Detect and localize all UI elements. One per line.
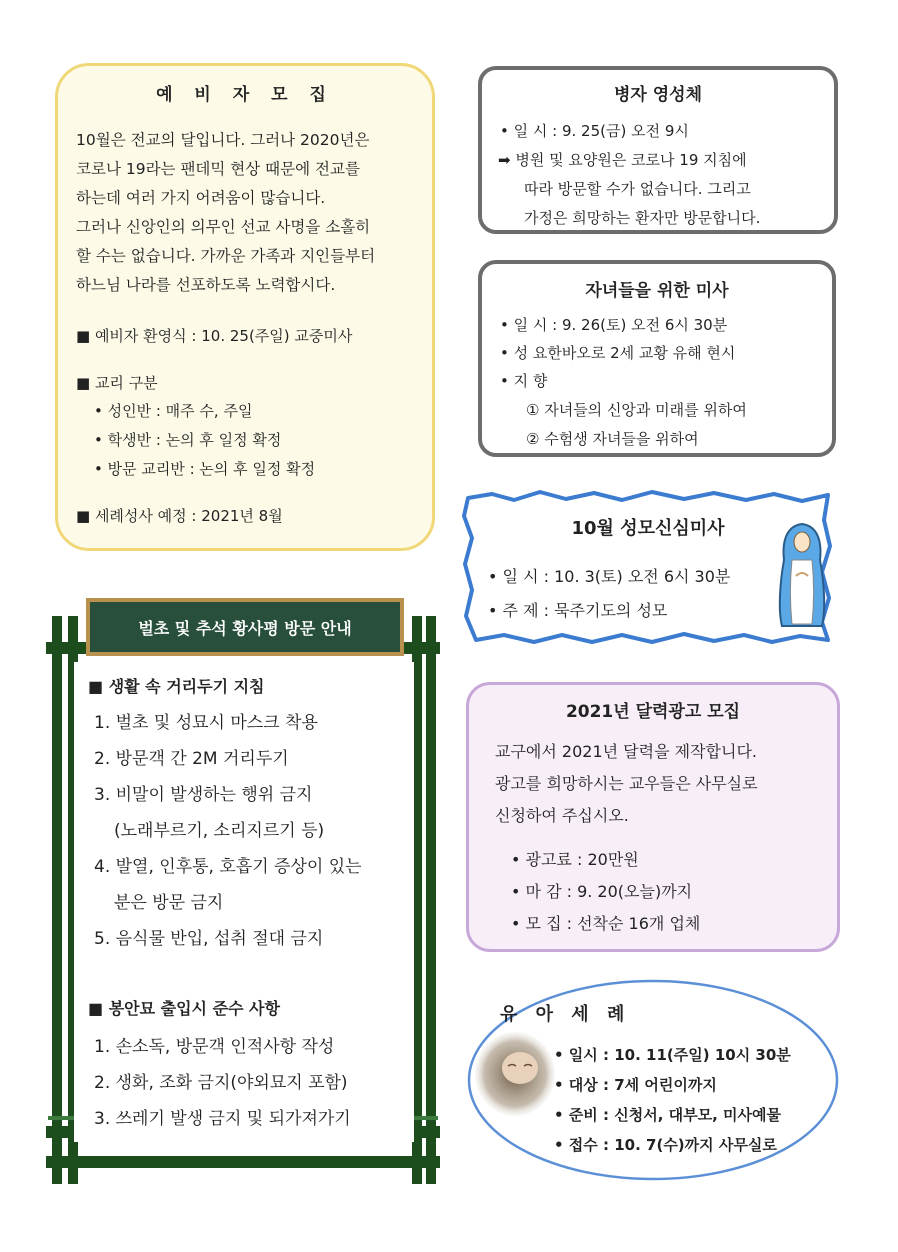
sick-communion-note-3: 가정은 희망하는 환자만 방문합니다. <box>524 209 761 227</box>
frame-bar-right-2 <box>426 616 436 1184</box>
infant-baptism-date: • 일시 : 10. 11(주일) 10시 30분 <box>554 1046 791 1064</box>
baptism-schedule: ■ 세례성사 예정 : 2021년 8월 <box>76 507 283 525</box>
catechumen-line-4: 그러나 신앙인의 의무인 선교 사명을 소홀히 <box>76 218 371 236</box>
calendar-ad-line-2: 광고를 희망하시는 교우들은 사무실로 <box>495 774 758 793</box>
catechumen-line-1: 10월은 전교의 달입니다. 그러나 2020년은 <box>76 131 370 149</box>
infant-baptism-target: • 대상 : 7세 어린이까지 <box>554 1076 717 1094</box>
catechumen-line-5: 할 수는 없습니다. 가까운 가족과 지인들부터 <box>76 247 376 265</box>
class-item-student: • 학생반 : 논의 후 일정 확정 <box>94 431 282 449</box>
ossuary-rule-3: 3. 쓰레기 발생 금지 및 되가져가기 <box>94 1109 351 1129</box>
baby-photo <box>474 1030 556 1118</box>
rosary-mass-title: 10월 성모신심미사 <box>571 518 725 539</box>
distancing-rule-5: 5. 음식물 반입, 섭취 절대 금지 <box>94 929 324 949</box>
children-mass-intent-head: • 지 향 <box>500 372 548 390</box>
calendar-ad-fee: • 광고료 : 20만원 <box>511 850 639 869</box>
classes-heading: ■ 교리 구분 <box>76 374 158 392</box>
rosary-mass-date: • 일 시 : 10. 3(토) 오전 6시 30분 <box>488 567 731 586</box>
cemetery-content <box>74 662 414 1142</box>
class-item-adult: • 성인반 : 매주 수, 주일 <box>94 402 253 420</box>
distancing-heading: ■ 생활 속 거리두기 지침 <box>88 677 265 696</box>
distancing-rule-3: 3. 비말이 발생하는 행위 금지 <box>94 785 313 805</box>
calendar-ad-notice <box>466 682 840 952</box>
class-item-visit: • 방문 교리반 : 논의 후 일정 확정 <box>94 460 316 478</box>
infant-baptism-reception: • 접수 : 10. 7(수)까지 사무실로 <box>554 1136 777 1154</box>
distancing-rule-4-detail: 분은 방문 금지 <box>114 893 224 913</box>
frame-bar-left-1 <box>52 616 62 1184</box>
calendar-ad-deadline: • 마 감 : 9. 20(오늘)까지 <box>511 882 693 901</box>
catechumen-notice <box>55 63 435 551</box>
infant-baptism-notice <box>466 978 840 1182</box>
infant-baptism-prep: • 준비 : 신청서, 대부모, 미사예물 <box>554 1106 781 1124</box>
welcome-ceremony: ■ 예비자 환영식 : 10. 25(주일) 교중미사 <box>76 327 353 345</box>
sick-communion-notice <box>478 66 838 234</box>
catechumen-line-2: 코로나 19라는 팬데믹 현상 때문에 전교를 <box>76 160 360 178</box>
children-mass-intent-1: ① 자녀들의 신앙과 미래를 위하여 <box>526 401 747 419</box>
ossuary-rule-2: 2. 생화, 조화 금지(야외묘지 포함) <box>94 1073 348 1093</box>
chalkboard-header <box>86 598 404 656</box>
children-mass-title: 자녀들을 위한 미사 <box>585 281 729 301</box>
sick-communion-title: 병자 영성체 <box>613 85 703 105</box>
sick-communion-note-1: ➡ 병원 및 요양원은 코로나 19 지침에 <box>498 151 747 169</box>
catechumen-title: 예 비 자 모 집 <box>156 85 334 105</box>
rosary-mass-notice <box>462 490 834 645</box>
distancing-rule-4: 4. 발열, 인후통, 호흡기 증상이 있는 <box>94 857 362 877</box>
cemetery-title: 벌초 및 추석 황사평 방문 안내 <box>138 619 352 638</box>
distancing-rule-3-detail: (노래부르기, 소리지르기 등) <box>114 821 325 841</box>
calendar-ad-line-3: 신청하여 주십시오. <box>495 806 629 825</box>
catechumen-line-3: 하는데 여러 가지 어려움이 많습니다. <box>76 189 326 207</box>
calendar-ad-title: 2021년 달력광고 모집 <box>565 702 741 722</box>
calendar-ad-recruit: • 모 집 : 선착순 16개 업체 <box>511 914 701 933</box>
distancing-rule-2: 2. 방문객 간 2M 거리두기 <box>94 749 289 769</box>
ossuary-rule-1: 1. 손소독, 방문객 인적사항 작성 <box>94 1037 335 1057</box>
ossuary-heading: ■ 봉안묘 출입시 준수 사항 <box>88 999 280 1018</box>
sick-communion-date: • 일 시 : 9. 25(금) 오전 9시 <box>500 122 689 140</box>
sick-communion-note-2: 따라 방문할 수가 없습니다. 그리고 <box>524 180 751 198</box>
infant-baptism-title: 유 아 세 례 <box>500 1004 631 1025</box>
children-mass-date: • 일 시 : 9. 26(토) 오전 6시 30분 <box>500 316 728 334</box>
catechumen-line-6: 하느님 나라를 선포하도록 노력합시다. <box>76 276 336 294</box>
rosary-mass-theme: • 주 제 : 묵주기도의 성모 <box>488 601 668 620</box>
calendar-ad-line-1: 교구에서 2021년 달력을 제작합니다. <box>495 742 757 761</box>
children-mass-notice <box>478 260 836 457</box>
children-mass-intent-2: ② 수험생 자녀들을 위하여 <box>526 430 699 448</box>
distancing-rule-1: 1. 벌초 및 성묘시 마스크 착용 <box>94 713 318 733</box>
frame-bar-bottom-2 <box>46 1156 440 1168</box>
children-mass-memorial: • 성 요한바오로 2세 교황 유해 현시 <box>500 344 736 362</box>
virgin-mary-illustration <box>774 520 830 630</box>
